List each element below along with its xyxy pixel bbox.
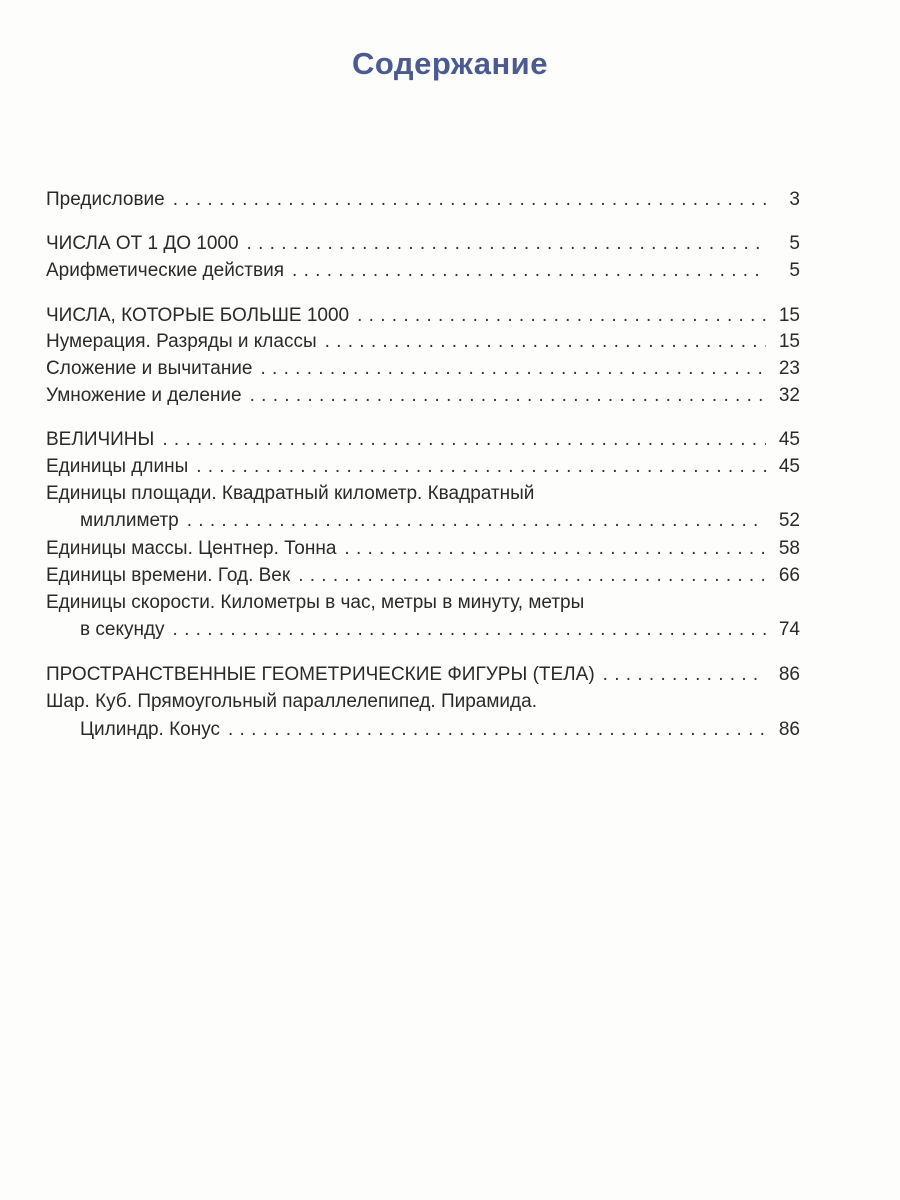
toc-label: Умножение и деление: [46, 385, 242, 406]
toc-page: 58: [778, 538, 800, 559]
toc-label: Предисловие: [46, 189, 165, 210]
toc-page: 32: [778, 385, 800, 406]
toc-entry[interactable]: [46, 186, 800, 213]
dot-leader: [173, 616, 766, 643]
toc-label: Нумерация. Разряды и классы: [46, 331, 317, 352]
toc-page: 15: [778, 331, 800, 352]
dot-leader: [173, 186, 766, 213]
dot-leader: [247, 230, 766, 257]
toc-label: Единицы скорости. Километры в час, метры в минуту, метры: [46, 592, 585, 613]
toc-entry[interactable]: [80, 616, 800, 643]
toc-label: Единицы длины: [46, 456, 189, 477]
dot-leader: [162, 426, 766, 453]
toc-label: Единицы площади. Квадратный километр. Квадратный: [46, 483, 535, 504]
toc-label: ЧИСЛА ОТ 1 ДО 1000: [46, 233, 239, 254]
toc-entry[interactable]: [46, 230, 800, 257]
toc-label: Единицы массы. Центнер. Тонна: [46, 538, 337, 559]
toc-page: 5: [789, 233, 800, 254]
dot-leader: [298, 562, 766, 589]
dot-leader: [325, 328, 766, 355]
toc-label: ВЕЛИЧИНЫ: [46, 429, 155, 450]
toc-entry[interactable]: [46, 535, 800, 562]
dot-leader: [228, 716, 766, 743]
dot-leader: [357, 302, 766, 329]
toc-label: ЧИСЛА, КОТОРЫЕ БОЛЬШЕ 1000: [46, 305, 350, 326]
toc-label: Сложение и вычитание: [46, 358, 253, 379]
toc-page: 23: [778, 358, 800, 379]
toc-label: Арифметические действия: [46, 260, 285, 281]
toc-page: 45: [778, 429, 800, 450]
toc-page: 15: [778, 305, 800, 326]
toc-page: 5: [789, 260, 800, 281]
toc-page: 52: [778, 510, 800, 531]
toc-entry-line1[interactable]: [46, 480, 800, 507]
toc-entry[interactable]: [80, 507, 800, 534]
toc-label-continued: миллиметр: [80, 510, 179, 531]
toc-entry[interactable]: [46, 302, 800, 329]
dot-leader: [187, 507, 766, 534]
toc-page: 86: [778, 719, 800, 740]
toc-page: 66: [778, 565, 800, 586]
toc-page: 3: [789, 189, 800, 210]
toc-label: Шар. Куб. Прямоугольный параллелепипед. Пирамида.: [46, 691, 537, 712]
toc-label: Единицы времени. Год. Век: [46, 565, 291, 586]
toc-label-continued: в секунду: [80, 619, 165, 640]
toc-page: 86: [778, 664, 800, 685]
dot-leader: [344, 535, 766, 562]
dot-leader: [292, 257, 766, 284]
toc-label-continued: Цилиндр. Конус: [80, 719, 220, 740]
toc-entry[interactable]: [46, 382, 800, 409]
toc-entry-line1[interactable]: [46, 589, 800, 616]
dot-leader: [250, 382, 766, 409]
toc-entry[interactable]: [46, 661, 800, 688]
toc-entry[interactable]: [46, 453, 800, 480]
toc-entry[interactable]: [46, 355, 800, 382]
toc-entry[interactable]: [46, 328, 800, 355]
toc-entry[interactable]: [80, 716, 800, 743]
toc-entry[interactable]: [46, 426, 800, 453]
toc-entry[interactable]: [46, 257, 800, 284]
dot-leader: [603, 661, 766, 688]
toc-entry-line1[interactable]: [46, 688, 800, 715]
toc-page: 45: [778, 456, 800, 477]
page-title: Содержание: [352, 46, 548, 81]
toc-entry[interactable]: [46, 562, 800, 589]
dot-leader: [261, 355, 767, 382]
toc-page: 74: [778, 619, 800, 640]
toc-label: ПРОСТРАНСТВЕННЫЕ ГЕОМЕТРИЧЕСКИЕ ФИГУРЫ (ТЕЛА): [46, 664, 595, 685]
dot-leader: [196, 453, 766, 480]
